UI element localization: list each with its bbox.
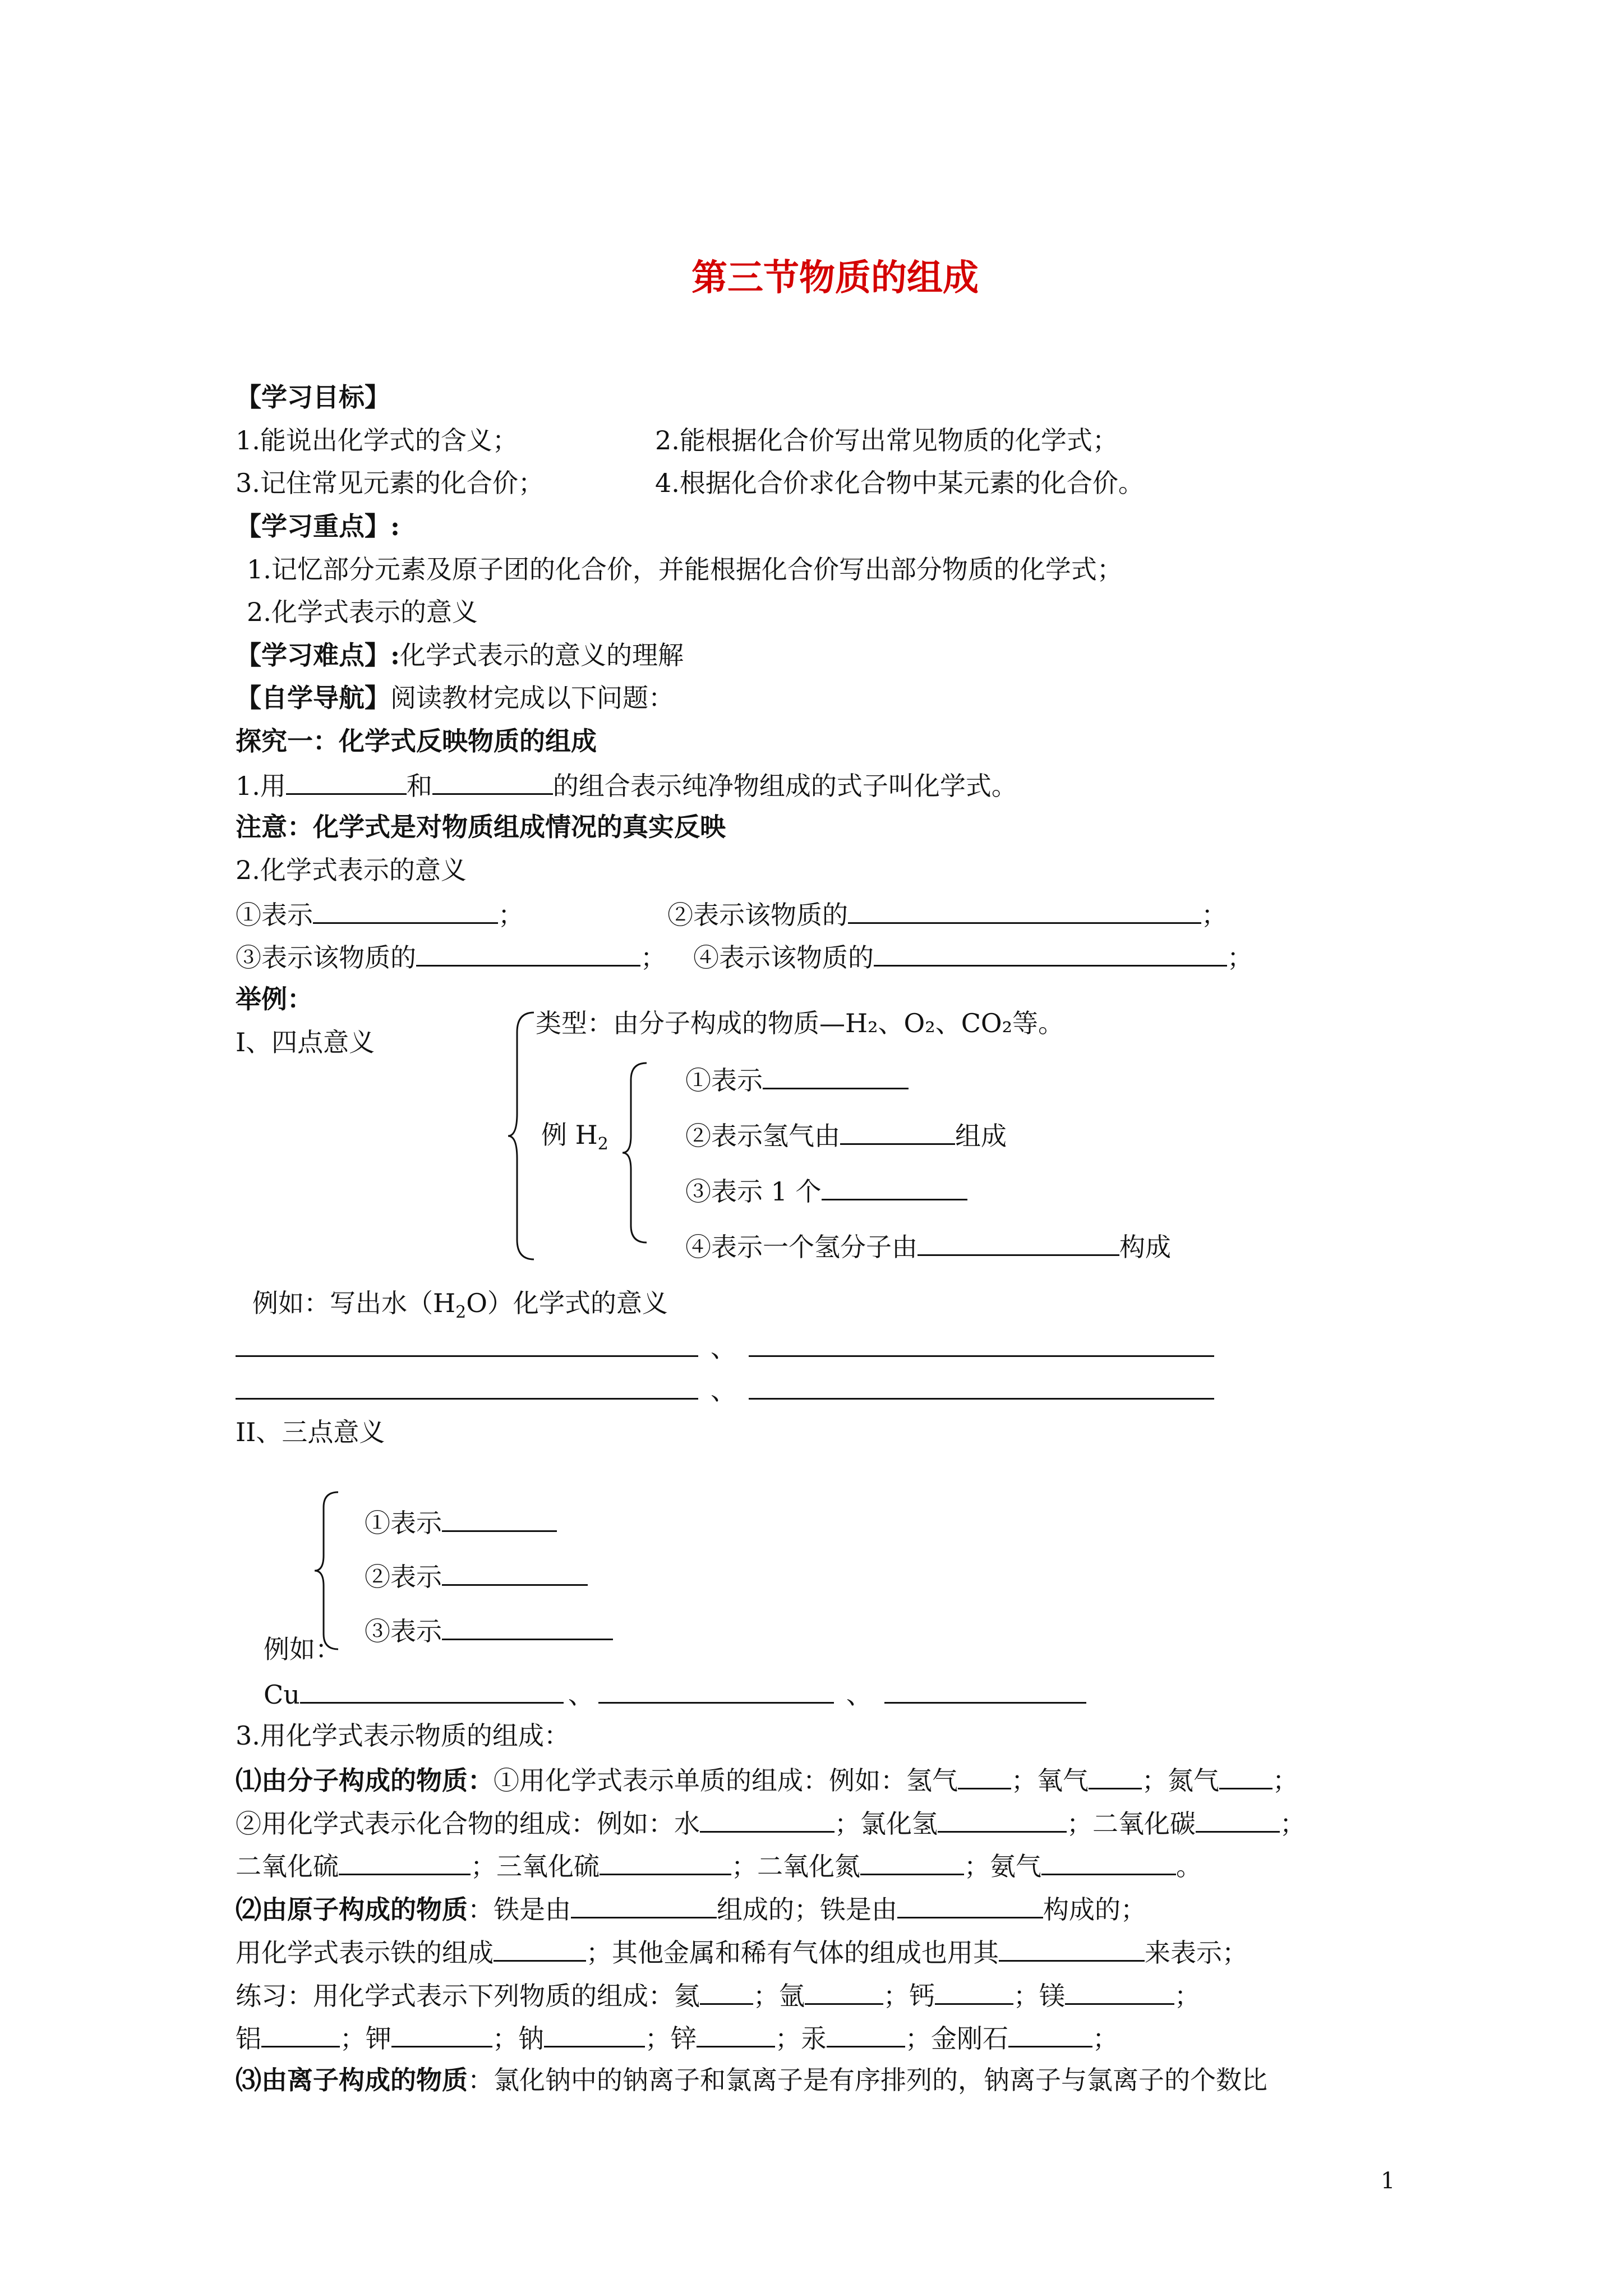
keypoint-2: 2.化学式表示的意义 (247, 597, 478, 627)
difficulty-text: 化学式表示的意义的理解 (399, 640, 684, 670)
co2-label: ；二氧化碳 (1067, 1809, 1196, 1839)
meaning-1-label: ①表示 (236, 900, 313, 930)
separator: 、 (711, 1333, 736, 1363)
iron-built-label: 组成的；铁是由 (717, 1894, 897, 1925)
h2-meaning-3 (685, 1174, 967, 1207)
oxygen-label: ；氧气 (1011, 1765, 1089, 1796)
difficulty-heading: 【学习难点】: (236, 640, 400, 670)
calcium-label: ；钙 (883, 1981, 935, 2011)
type-text: 类型：由分子构成的物质—H₂、O₂、CO₂等。 (536, 1008, 1064, 1038)
meaning-1-blank[interactable] (313, 898, 498, 924)
explore1-q2: 2.化学式表示的意义 (236, 855, 467, 885)
h2-meaning-2-label: ②表示氢气由 (685, 1121, 840, 1151)
so3-label: ；三氧化硫 (471, 1851, 600, 1881)
page-title: 第三节物质的组成 (691, 257, 979, 299)
for-example-label: 例如： (264, 1634, 341, 1664)
section3-line-1 (236, 1763, 1298, 1796)
metals-blank[interactable] (999, 1935, 1145, 1962)
meaning-3 (236, 940, 666, 973)
objective-4: 4.根据化合价求化合物中某元素的化合价。 (655, 468, 1144, 498)
practice-line-1 (236, 1978, 1200, 2012)
guide-line (236, 682, 674, 714)
water-prompt-end: O）化学式的意义 (466, 1288, 668, 1318)
sodium-label: ；钠 (492, 2023, 544, 2054)
large-brace (505, 1010, 538, 1262)
diamond-label: ；金刚石 (905, 2023, 1008, 2054)
aluminum-label: 铝 (236, 2023, 261, 2054)
meaning-1 (236, 898, 524, 931)
explore1-heading: 探究一：化学式反映物质的组成 (236, 726, 597, 756)
meaning-2-blank[interactable] (848, 898, 1201, 924)
semicolon: ； (1174, 1981, 1200, 2011)
water-formula-blank[interactable] (700, 1806, 834, 1833)
so2-blank[interactable] (339, 1849, 471, 1875)
example-h2-sub: 2 (597, 1134, 608, 1154)
co2-blank[interactable] (1196, 1806, 1280, 1833)
q1-text-a: 1.用 (236, 771, 286, 801)
three-meaning-1 (365, 1506, 557, 1539)
h2-meaning-1-label: ①表示 (685, 1065, 763, 1096)
section3-line-4 (236, 1892, 1146, 1925)
no2-blank[interactable] (860, 1849, 964, 1875)
examples-heading: 举例： (236, 984, 313, 1014)
nh3-label: ；氨气 (964, 1851, 1041, 1881)
explore1-note: 注意：化学式是对物质组成情况的真实反映 (236, 812, 726, 842)
explore1-q1 (236, 769, 1017, 802)
semicolon: ； (1272, 1765, 1298, 1796)
three-meaning-1-blank[interactable] (442, 1506, 557, 1532)
meaning-4 (693, 940, 1253, 973)
argon-label: ；氩 (753, 1981, 805, 2011)
guide-heading: 【自学导航】 (236, 683, 390, 713)
molecular-heading: ⑴由分子构成的物质： (236, 1765, 494, 1796)
magnesium-label: ；镁 (1013, 1981, 1065, 2011)
water-blank-2[interactable] (749, 1331, 1214, 1357)
keypoint-1: 1.记忆部分元素及原子团的化合价，并能根据化合价写出部分物质的化学式； (247, 554, 1123, 585)
zinc-label: ；锌 (645, 2023, 697, 2054)
molecular-text: ①用化学式表示单质的组成：例如：氢气 (494, 1765, 958, 1796)
h2-meaning-4 (685, 1230, 1171, 1263)
calcium-blank[interactable] (935, 1978, 1013, 2005)
water-prompt-text: 例如：写出水（H (252, 1288, 456, 1318)
separator: 、 (846, 1680, 872, 1710)
water-answer-row-1 (236, 1331, 1214, 1364)
h2-meaning-2 (685, 1119, 1007, 1152)
nh3-blank[interactable] (1041, 1849, 1176, 1875)
three-meaning-2 (365, 1559, 588, 1593)
semicolon: ； (1092, 2023, 1118, 2054)
objective-3: 3.记住常见元素的化合价； (236, 468, 544, 498)
guide-text: 阅读教材完成以下问题： (390, 683, 674, 713)
helium-blank[interactable] (700, 1978, 753, 2005)
meaning-2-label: ②表示该物质的 (667, 900, 848, 930)
h2-meaning-2-blank[interactable] (840, 1119, 955, 1145)
difficulty-line (236, 639, 684, 671)
page-number: 1 (1381, 2168, 1395, 2194)
iron-built-blank[interactable] (897, 1892, 1043, 1918)
three-meaning-3-label: ③表示 (365, 1616, 442, 1646)
aluminum-blank[interactable] (261, 2021, 340, 2047)
potassium-blank[interactable] (391, 2021, 492, 2047)
three-meaning-3 (365, 1614, 613, 1647)
q1-blank-1[interactable] (286, 769, 407, 795)
water-label: ②用化学式表示化合物的组成：例如：水 (236, 1809, 700, 1839)
sodium-blank[interactable] (544, 2021, 645, 2047)
potassium-label: ；钾 (340, 2023, 391, 2054)
magnesium-blank[interactable] (1065, 1978, 1174, 2005)
semicolon: ； (1201, 900, 1227, 930)
three-points-label: II、三点意义 (236, 1417, 385, 1447)
period: 。 (1176, 1851, 1202, 1881)
objective-2: 2.能根据化合价写出常见物质的化学式； (655, 425, 1118, 455)
atomic-heading: ⑵由原子构成的物质 (236, 1894, 468, 1925)
h2-meaning-3-label: ③表示 1 个 (685, 1176, 822, 1207)
cu-blank-3[interactable] (884, 1677, 1086, 1704)
iron-built-end: 构成的； (1043, 1894, 1146, 1925)
h2-meaning-4-label: ④表示一个氢分子由 (685, 1232, 917, 1262)
nitrogen-label: ；氮气 (1142, 1765, 1219, 1796)
section3-heading: 3.用化学式表示物质的组成： (236, 1720, 570, 1751)
four-points-label: I、四点意义 (236, 1027, 375, 1057)
hydrogen-blank[interactable] (958, 1763, 1011, 1789)
nitrogen-blank[interactable] (1219, 1763, 1272, 1789)
cu-blank-2[interactable] (598, 1677, 834, 1704)
example-h2-text: 例 H (541, 1120, 598, 1150)
three-meaning-1-label: ①表示 (365, 1508, 442, 1538)
water-blank-3[interactable] (236, 1373, 698, 1400)
helium-label: 练习：用化学式表示下列物质的组成：氦 (236, 1981, 700, 2011)
cu-blank-1[interactable] (300, 1677, 564, 1704)
metals-label: ；其他金属和稀有气体的组成也用其 (586, 1938, 999, 1968)
hcl-blank[interactable] (938, 1806, 1067, 1833)
section3-line-5 (236, 1935, 1248, 1968)
keypoints-heading: 【学习重点】: (236, 511, 400, 541)
semicolon: ； (1227, 942, 1253, 973)
meaning-4-blank[interactable] (874, 940, 1227, 967)
three-meaning-3-blank[interactable] (442, 1614, 613, 1640)
q1-text-c: 的组合表示纯净物组成的式子叫化学式。 (552, 771, 1017, 801)
example-h2 (541, 1119, 608, 1160)
iron-formula-blank[interactable] (494, 1935, 586, 1962)
diamond-blank[interactable] (1008, 2021, 1092, 2047)
no2-label: ；二氧化氮 (731, 1851, 860, 1881)
h2-meaning-2-end: 组成 (955, 1121, 1007, 1151)
h2-meaning-4-blank[interactable] (917, 1230, 1119, 1256)
three-points-brace (311, 1489, 342, 1652)
separator: 、 (711, 1375, 736, 1406)
mercury-blank[interactable] (827, 2021, 905, 2047)
mercury-label: ；汞 (775, 2023, 827, 2054)
objective-1: 1.能说出化学式的含义； (236, 425, 518, 455)
water-answer-row-2 (236, 1373, 1214, 1406)
cu-label: Cu (264, 1680, 300, 1710)
section3-line-ionic (236, 2064, 1267, 2096)
h2-meaning-1-blank[interactable] (763, 1063, 909, 1089)
cu-answer-row (264, 1677, 1086, 1710)
small-brace (620, 1060, 651, 1245)
meaning-3-blank[interactable] (416, 940, 640, 967)
section3-line-3 (236, 1849, 1202, 1882)
so3-blank[interactable] (600, 1849, 731, 1875)
meaning-3-label: ③表示该物质的 (236, 942, 416, 973)
ionic-heading: ⑶由离子构成的物质 (236, 2065, 468, 2095)
ionic-text: ：氯化钠中的钠离子和氯离子是有序排列的，钠离子与氯离子的个数比 (468, 2065, 1267, 2095)
meaning-4-label: ④表示该物质的 (693, 942, 874, 973)
h2-meaning-3-blank[interactable] (822, 1174, 967, 1200)
water-blank-1[interactable] (236, 1331, 698, 1357)
water-blank-4[interactable] (749, 1373, 1214, 1400)
water-sub: 2 (455, 1303, 467, 1323)
three-meaning-2-label: ②表示 (365, 1562, 442, 1592)
so2-label: 二氧化硫 (236, 1851, 339, 1881)
h2-meaning-1 (685, 1063, 909, 1096)
metals-end: 来表示； (1145, 1938, 1248, 1968)
water-prompt (252, 1287, 668, 1328)
semicolon: ； (498, 900, 524, 930)
section3-line-2 (236, 1806, 1306, 1839)
oxygen-blank[interactable] (1089, 1763, 1142, 1789)
semicolon: ； (640, 942, 666, 973)
zinc-blank[interactable] (697, 2021, 775, 2047)
separator: 、 (568, 1680, 594, 1710)
meaning-2 (667, 898, 1227, 931)
practice-line-2 (236, 2021, 1118, 2054)
q1-text-b: 和 (406, 771, 432, 801)
h2-meaning-4-end: 构成 (1119, 1232, 1171, 1262)
q1-blank-2[interactable] (432, 769, 553, 795)
semicolon: ； (1280, 1809, 1306, 1839)
argon-blank[interactable] (805, 1978, 883, 2005)
iron-composed-blank[interactable] (571, 1892, 717, 1918)
iron-composed-label: ：铁是由 (468, 1894, 571, 1925)
three-meaning-2-blank[interactable] (442, 1559, 588, 1586)
objectives-heading: 【学习目标】 (236, 382, 390, 412)
iron-formula-label: 用化学式表示铁的组成 (236, 1938, 494, 1968)
hcl-label: ；氯化氢 (834, 1809, 938, 1839)
